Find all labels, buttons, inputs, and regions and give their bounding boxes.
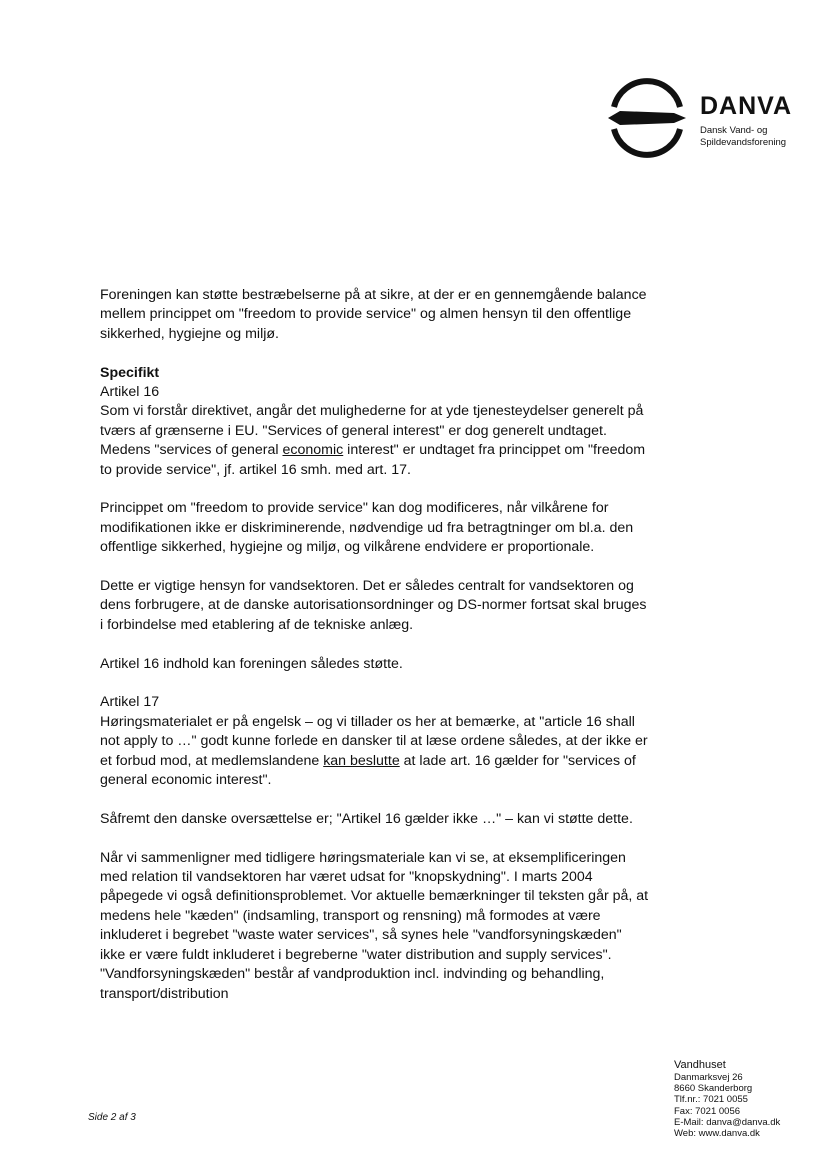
specifikt-heading: Specifikt bbox=[100, 364, 160, 381]
artikel-17-heading: Artikel 17 bbox=[100, 694, 160, 711]
artikel-16-paragraph-3: Dette er vigtige hensyn for vandsektoren. Det er således centralt for vandsektoren og dens forbrugere, at de danske autorisationsordninger og DS-normer fortsat skal bruges i forbindelse med etablering af de tekniske anlæg. bbox=[100, 578, 647, 633]
underlined-text: economic bbox=[282, 442, 344, 459]
artikel-17-paragraph-3: Når vi sammenligner med tidligere høringsmateriale kan vi se, at eksemplificeringen med relation til vandsektoren har været udsat for "knopskydning". I marts 2004 påpegede vi også definitionsproblemet. Vor aktuelle bemærkninger til teksten går på, at medens hele "kæden" (indsamling, transport og rensning) må formodes at være inkluderet i begrebet "waste water services", så synes hele "vandforsyningskæden" ikke er være fuldt inkluderet i begreberne "water distribution and supply services". "Vandforsyningskæden" består af vandproduktion incl. indvinding og behandling, transport/distribution bbox=[100, 849, 649, 1002]
artikel-16-paragraph-1 bbox=[100, 402, 650, 480]
address-web: Web: www.danva.dk bbox=[674, 1128, 760, 1140]
text-span: interest" er undtaget fra princippet om "freedom to provide service", jf. artikel 16 smh. med art. 17. bbox=[100, 442, 646, 478]
address-phone: Tlf.nr.: 7021 0055 bbox=[674, 1094, 748, 1106]
page-number: Side 2 af 3 bbox=[88, 1112, 136, 1123]
artikel-16-paragraph-4: Artikel 16 indhold kan foreningen således støtte. bbox=[100, 655, 403, 672]
text-span: Høringsmaterialet er på engelsk – og vi tillader os her at bemærke, at "article 16 shall not apply to …" godt kunne forlede en dansker til at læse ordene således, at der ikke er et forbud mod, at medlemslandene bbox=[100, 713, 648, 769]
artikel-17-paragraph-2: Såfremt den danske oversættelse er; "Artikel 16 gælder ikke …" – kan vi støtte dette. bbox=[100, 810, 633, 827]
address-building: Vandhuset bbox=[674, 1059, 726, 1071]
intro-paragraph: Foreningen kan støtte bestræbelserne på at sikre, at der er en gennemgående balance mellem princippet om "freedom to provide service" og almen hensyn til den offentlige sikkerhed, hygiejne og miljø. bbox=[100, 287, 647, 342]
address-city: 8660 Skanderborg bbox=[674, 1083, 753, 1095]
underlined-text: kan beslutte bbox=[323, 752, 400, 769]
address-email: E-Mail: danva@danva.dk bbox=[674, 1116, 781, 1128]
text-span: at lade art. 16 gælder for "services of general economic interest". bbox=[100, 752, 636, 789]
brand-subtitle-line1: Dansk Vand- og bbox=[700, 125, 768, 136]
letter-body bbox=[100, 286, 650, 1004]
address-block bbox=[674, 1058, 780, 1139]
artikel-16-heading: Artikel 16 bbox=[100, 384, 160, 401]
text-span: Som vi forstår direktivet, angår det mulighederne for at yde tjenesteydelser generelt på tværs af grænserne i EU. "Services of general interest" er dog generelt undtaget. Medens "services of general bbox=[100, 403, 644, 459]
address-street: Danmarksvej 26 bbox=[674, 1072, 743, 1083]
brand-subtitle bbox=[700, 125, 800, 149]
brand-subtitle-line2: Spildevandsforening bbox=[700, 137, 787, 148]
address-fax: Fax: 7021 0056 bbox=[674, 1105, 741, 1117]
artikel-16-paragraph-2: Princippet om "freedom to provide service" kan dog modificeres, når vilkårene for modifikationen ikke er diskriminerende, nødvendige ud fra betragtninger om bl.a. den offentlige sikkerhed, hygiejne og miljø, og vilkårene endvidere er proportionale. bbox=[100, 500, 634, 556]
danva-logo-mark-icon bbox=[606, 78, 688, 160]
danva-logo bbox=[606, 78, 796, 160]
artikel-17-paragraph-1 bbox=[100, 713, 650, 791]
brand-name: DANVA bbox=[700, 92, 793, 120]
